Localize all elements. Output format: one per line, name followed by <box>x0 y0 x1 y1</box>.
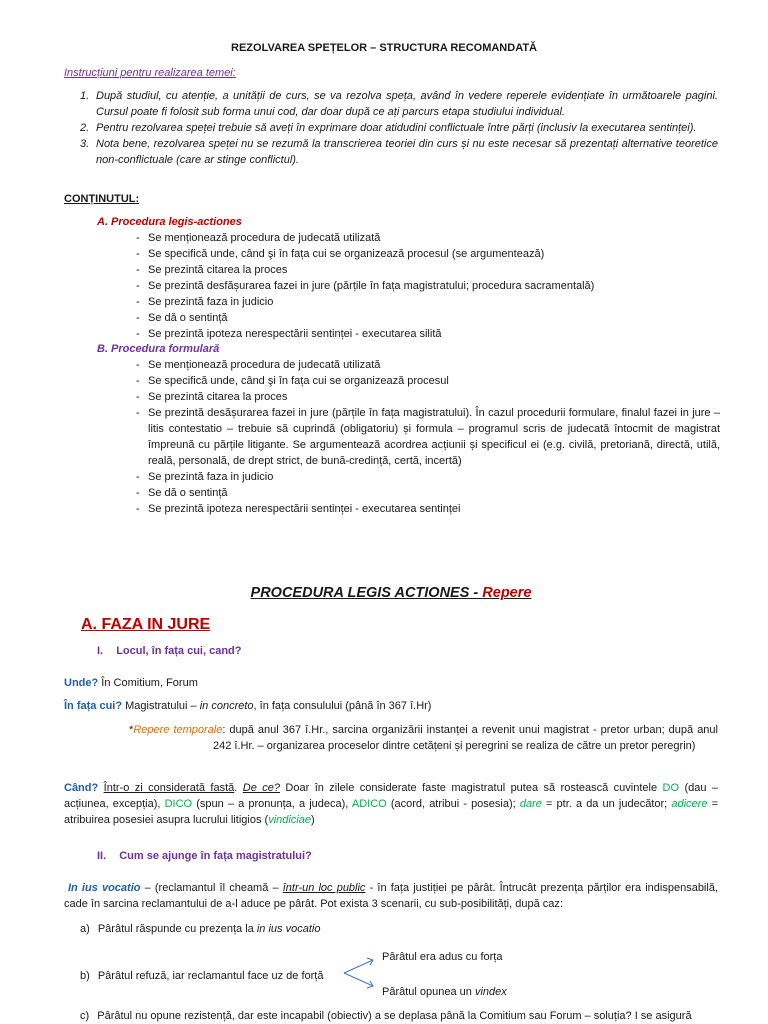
section-title-accent: Repere <box>482 585 532 601</box>
branch-arrows <box>342 955 378 991</box>
repere-text: : după anul 367 î.Hr., sarcina organizării instanței a revenit unui magistrat - pretor urban; după anul 242 î.Hr. – organizarea proceselor dintre cetățeni și peregrini se realiza de către un pretor peregrin) <box>213 724 718 752</box>
instruction-text: Pentru rezolvarea speței trebuie să aveți în exprimare doar atidudini conflictuale între părți (inclusiv la executarea sentinței). <box>96 122 697 134</box>
cand-question: De ce? <box>242 782 280 794</box>
term-adicere: adicere <box>671 798 708 810</box>
list-item: - Se prezintă faza in judicio <box>136 469 720 485</box>
instruction-item <box>80 88 718 120</box>
list-item: - Se prezintă desfășurarea fazei in jure (părțile în fața magistratului; procedura sacramentală) <box>136 278 726 294</box>
subsection-ii <box>97 848 312 864</box>
scenario-number: c) <box>80 1010 90 1022</box>
cand-text: (acord, atribui - posesia); <box>386 798 520 810</box>
subsection-text: Cum se ajunge în fața magistratului? <box>119 850 312 862</box>
in-ius-paragraph <box>64 880 718 912</box>
in-ius-text: – (reclamantul îl cheamă – <box>140 882 283 894</box>
list-item: - Se menționează procedura de judecată utilizată <box>136 357 720 373</box>
instruction-item <box>80 120 718 136</box>
list-item: - Se prezintă ipoteza nerespectării sentinței - executarea silită <box>136 326 726 342</box>
unde-text: În Comitium, Forum <box>98 677 198 689</box>
scenario-italic: in ius vocatio <box>256 923 321 935</box>
procedure-a-title: A. Procedura legis-actiones <box>97 216 242 228</box>
subsection-text: Locul, în fața cui, cand? <box>116 645 242 657</box>
instruction-text: Nota bene, rezolvarea speței nu se rezumă la transcrierea teoriei din curs și nu este necesar să prezentați alternative teoretice non-conflictuale (care ar stinge conflictul). <box>96 138 718 166</box>
in-fata-text: , în fața consulului (până în 367 î.Hr) <box>253 700 432 712</box>
cand-text: (dau – acțiunea, excepția), <box>64 782 718 810</box>
instruction-number: 2. <box>80 122 90 134</box>
scenario-number: b) <box>80 970 90 982</box>
section-title-main: PROCEDURA LEGIS ACTIONES - <box>250 585 483 601</box>
procedure-b-title: B. Procedura formulară <box>97 343 220 355</box>
section-title <box>0 584 768 602</box>
arrow-up-line <box>344 960 373 973</box>
cand-text: = ptr. a da un judecător; <box>541 798 672 810</box>
in-fata-text: Magistratului – <box>122 700 200 712</box>
in-fata-italic: in concreto <box>199 700 254 712</box>
list-item: - Se dă o sentință <box>136 485 720 501</box>
list-item: - Se prezintă citarea la proces <box>136 389 720 405</box>
repere-label: Repere temporale <box>133 724 223 736</box>
in-fata-line <box>64 698 431 714</box>
instructions-list <box>80 88 718 168</box>
subsection-number: I. <box>97 645 104 657</box>
star-marker: * <box>129 724 134 736</box>
list-item: - Se specifică unde, când şi în fața cui se organizează procesul <box>136 373 720 389</box>
in-ius-underline: într-un loc public <box>282 882 366 894</box>
subsection-number: II. <box>97 850 107 862</box>
content-title: CONȚINUTUL: <box>64 193 140 205</box>
scenario-a <box>80 921 320 937</box>
scenario-number: a) <box>80 923 90 935</box>
unde-line <box>64 675 198 691</box>
term-addico: ADICO <box>351 798 387 810</box>
branch-bottom-italic: vindex <box>474 986 507 998</box>
list-item: - Se dă o sentință <box>136 310 726 326</box>
instruction-text: După studiul, cu atenție, a unității de curs, se va rezolva speța, având în vedere reperele evidențiate în următoarele pagini. Cursul poate fi folosit sub forma unui cod, dar doar după ce ați parcurs etapa studiului individual. <box>96 90 718 118</box>
list-item: - Se specifică unde, când şi în fața cui se organizează procesul (se argumentează) <box>136 246 726 262</box>
in-ius-label: In ius vocatio <box>68 882 141 894</box>
cand-label: Când? <box>64 782 99 794</box>
term-dare: dare <box>519 798 542 810</box>
faza-title: A. FAZA IN JURE <box>81 616 211 633</box>
unde-label: Unde? <box>64 677 99 689</box>
term-do: DO <box>662 782 680 794</box>
in-fata-label: În fața cui? <box>64 700 123 712</box>
instructions-title: Instrucțiuni pentru realizarea temei: <box>64 67 236 79</box>
cand-paragraph <box>64 780 718 828</box>
branch-bottom-text: Pârâtul opunea un <box>382 986 475 998</box>
scenario-c <box>80 1008 730 1024</box>
document-title: REZOLVAREA SPEȚELOR – STRUCTURA RECOMANDATĂ <box>231 42 537 54</box>
branch-top: Pârâtul era adus cu forța <box>382 951 503 963</box>
scenario-b <box>80 968 323 984</box>
list-item: - Se prezintă citarea la proces <box>136 262 726 278</box>
repere-temporale <box>129 722 718 754</box>
cand-text: . <box>234 782 243 794</box>
scenario-text: Pârâtul nu opune rezistență, dar este incapabil (obiectiv) a se deplasa până la Comitium sau Forum – soluția? I se asigură <box>97 1010 692 1022</box>
cand-text: (spun – a pronunța, a judeca), <box>192 798 352 810</box>
list-item: - Se prezintă faza in judicio <box>136 294 726 310</box>
term-vindiciae: vindiciae <box>268 814 312 826</box>
cand-text: ) <box>311 814 315 826</box>
list-item: - Se prezintă desășurarea fazei in jure (părțile în fața magistratului). În cazul procedurii formulare, finalul fazei in jure – litis contestatio – trebuie să cuprindă (obligatoriu) și formula – programul scris de judecată întocmit de magistrat împreună cu părțile litigante. Se argumentează acordrea acțiunii și specificul ei (e.g. civilă, pretoriană, directă, utilă, reală, personală, de drept strict, de bună-credință, certă, incertă) <box>136 405 720 469</box>
in-ius-text: - în fața justiției pe pârât. Întrucât prezența părților era indispensabilă, cade în sarcina reclamantului de a-l aduce pe pârât. Pot exista 3 scenarii, cu sub-posibilități, după caz: <box>64 882 718 910</box>
list-item: - Se menționează procedura de judecată utilizată <box>136 230 726 246</box>
term-dico: DICO <box>164 798 193 810</box>
scenario-text: Pârâtul răspunde cu prezența la <box>97 923 257 935</box>
cand-text: Doar în zilele considerate faste magistratul putea să rostească cuvintele <box>280 782 663 794</box>
procedure-b-list <box>136 357 720 517</box>
arrow-down-line <box>344 973 373 986</box>
instruction-number: 3. <box>80 138 90 150</box>
cand-underline: Într-o zi considerată fastă <box>103 782 235 794</box>
scenario-text: Pârâtul refuză, iar reclamantul face uz de forță <box>97 970 324 982</box>
instruction-number: 1. <box>80 90 90 102</box>
instruction-item <box>80 136 718 168</box>
branch-bottom <box>382 984 507 1000</box>
list-item: - Se prezintă ipoteza nerespectării sentinței - executarea sentinței <box>136 501 720 517</box>
subsection-i <box>97 643 241 659</box>
procedure-a-list <box>136 230 726 342</box>
cand-text: = atribuirea posesiei asupra lucrului litigios ( <box>64 798 718 826</box>
